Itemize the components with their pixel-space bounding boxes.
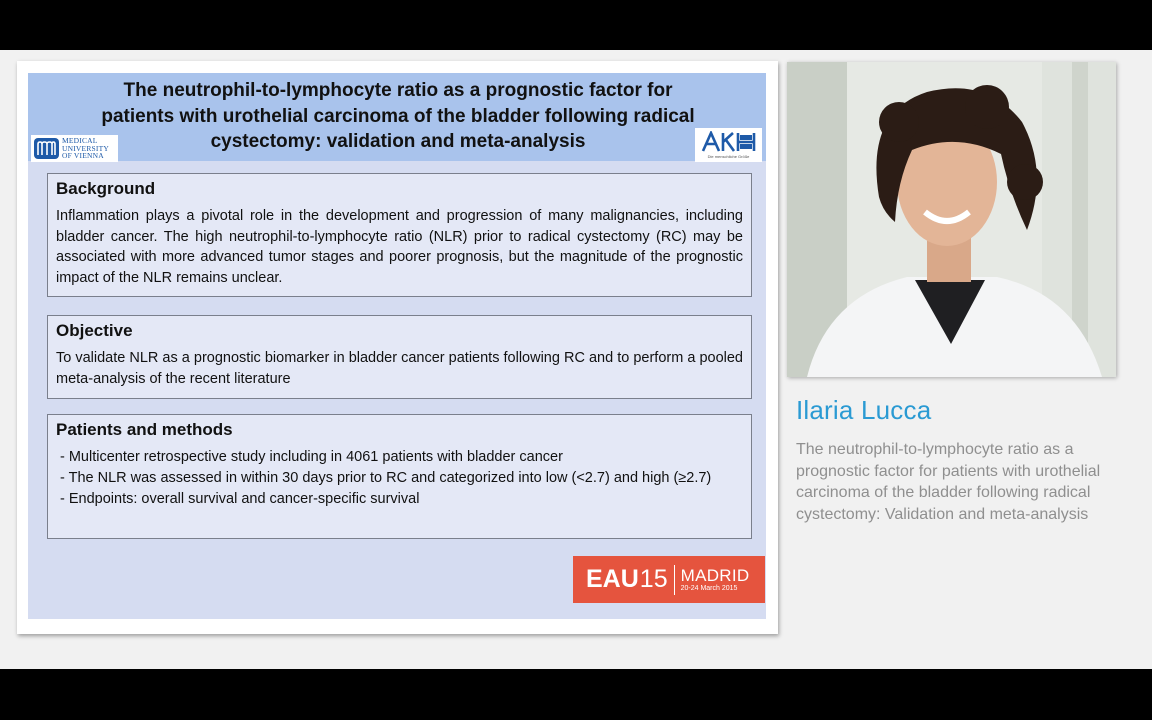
slide-title: The neutrophil-to-lymphocyte ratio as a prognostic factor for patients with urothelial carcinoma of the bladder following radical cystectomy: validation and meta-analysis (101, 80, 695, 152)
eau-year: 15 (639, 565, 668, 593)
university-logo-icon (34, 138, 59, 159)
badge-location (681, 567, 750, 593)
akh-logo-icon (700, 131, 758, 153)
eau-text: EAU (586, 565, 639, 593)
list-item: - The NLR was assessed in within 30 days prior to RC and categorized into low (<2.7) and high (≥2.7) (60, 469, 712, 486)
list-item: - Endpoints: overall survival and cancer-specific survival (60, 491, 420, 507)
badge-divider (674, 565, 675, 595)
objective-box (47, 315, 752, 399)
methods-box (47, 414, 752, 539)
background-box (47, 173, 752, 297)
medical-university-vienna-logo (31, 135, 118, 162)
methods-list (56, 447, 743, 510)
speaker-talk-title: The neutrophil-to-lymphocyte ratio as a prognostic factor for patients with urothelial carcinoma of the bladder following radical cystectomy: Validation and meta-analysis (796, 441, 1101, 523)
speaker-portrait-image (787, 62, 1116, 377)
logo-text-line: OF VIENNA (62, 151, 104, 161)
university-logo-text (62, 137, 109, 160)
presentation-frame (0, 50, 1152, 669)
eau-label (586, 565, 668, 594)
badge-city: MADRID (680, 565, 750, 585)
background-heading: Background (56, 179, 156, 198)
logo-text-line: UNIVERSITY (62, 143, 109, 153)
slide-card (17, 61, 778, 634)
speaker-name: Ilaria Lucca (796, 395, 932, 425)
akh-logo (695, 128, 762, 162)
background-text: Inflammation plays a pivotal role in the development and progression of many malignancies, including bladder cancer. The high neutrophil-to-lymphocyte ratio (NLR) prior to radical cystectomy (RC) may be associated with more advanced tumor stages and poorer prognosis, but the magnitude of the prognostic impact of the NLR remains unclear. (56, 208, 743, 286)
speaker-photo (787, 62, 1116, 377)
methods-heading: Patients and methods (56, 420, 233, 439)
slide-title-band (28, 73, 766, 161)
eau15-madrid-badge (573, 556, 765, 603)
badge-dates: 20-24 March 2015 (680, 584, 738, 592)
akh-tagline: Die menschliche Größe (707, 154, 750, 159)
slide (28, 73, 766, 619)
logo-text-line: MEDICAL (62, 135, 98, 145)
objective-heading: Objective (56, 321, 133, 340)
list-item: - Multicenter retrospective study including in 4061 patients with bladder cancer (60, 449, 563, 465)
objective-text: To validate NLR as a prognostic biomarker in bladder cancer patients following RC and to perform a pooled meta-analysis of the recent literature (56, 350, 743, 387)
